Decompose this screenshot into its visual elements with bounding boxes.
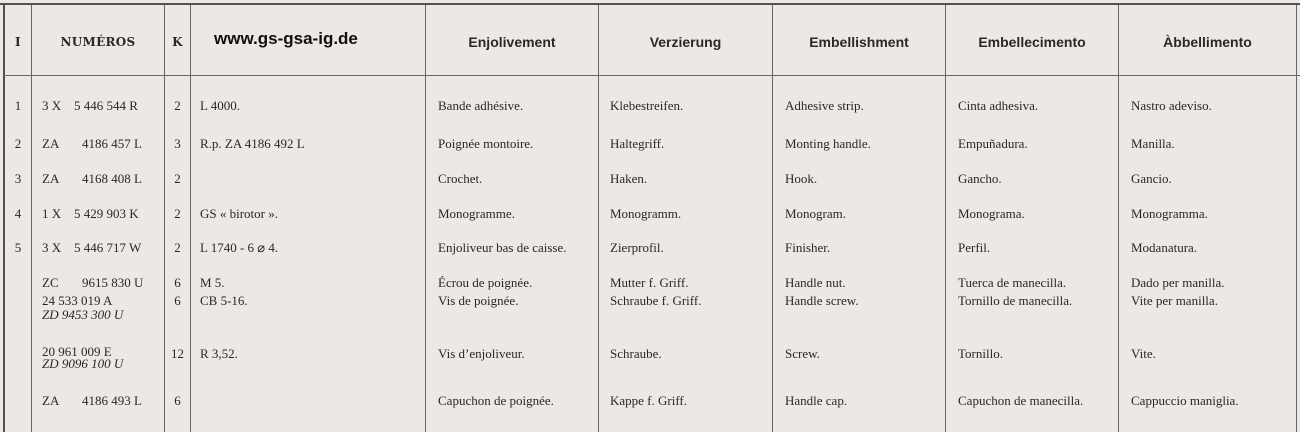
desc-french: Vis de poignée. — [438, 293, 519, 308]
desc-english: Monting handle. — [785, 136, 871, 151]
quantity: 6 — [174, 275, 181, 290]
reference: R.p. ZA 4186 492 L — [200, 136, 305, 151]
desc-italian: Cappuccio maniglia. — [1131, 393, 1239, 408]
watermark-url: www.gs-gsa-ig.de — [214, 29, 358, 48]
desc-italian: Dado per manilla. — [1131, 275, 1225, 290]
quantity: 6 — [174, 393, 181, 408]
desc-german: Haltegriff. — [610, 136, 665, 151]
top-border — [0, 3, 1300, 5]
desc-english: Handle cap. — [785, 393, 848, 408]
desc-english: Screw. — [785, 346, 820, 361]
part-prefix: ZA — [42, 171, 60, 186]
row-index: 5 — [14, 240, 22, 255]
desc-english: Hook. — [785, 171, 818, 186]
desc-english: Monogram. — [785, 206, 847, 221]
desc-italian: Vite per manilla. — [1131, 293, 1218, 308]
part-number: 5 446 717 W — [74, 240, 142, 255]
header-english: Embellishment — [809, 34, 909, 50]
part-number: 5 446 544 R — [74, 98, 138, 113]
column-divider — [1118, 5, 1119, 432]
desc-spanish: Tornillo. — [958, 346, 1003, 361]
desc-italian: Gancio. — [1131, 171, 1172, 186]
desc-german: Schraube f. Griff. — [610, 293, 702, 308]
desc-italian: Vite. — [1131, 346, 1156, 361]
desc-spanish: Gancho. — [958, 171, 1002, 186]
desc-english: Adhesive strip. — [785, 98, 864, 113]
header-index: I — [15, 35, 21, 49]
quantity: 12 — [171, 346, 184, 361]
part-number-new: ZD 9453 300 U — [42, 307, 124, 322]
part-prefix: 3 X — [42, 98, 62, 113]
part-number: 4186 457 L — [82, 136, 142, 151]
part-prefix: 3 X — [42, 240, 62, 255]
desc-italian: Manilla. — [1131, 136, 1175, 151]
row-index: 4 — [14, 206, 22, 221]
column-divider — [31, 5, 32, 432]
column-divider — [425, 5, 426, 432]
reference: L 1740 - 6 ⌀ 4. — [200, 240, 279, 255]
header-k: K — [172, 35, 183, 49]
quantity: 2 — [174, 98, 181, 113]
reference: CB 5-16. — [200, 293, 248, 308]
desc-german: Klebestreifen. — [610, 98, 684, 113]
desc-spanish: Monograma. — [958, 206, 1025, 221]
part-prefix: ZA — [42, 393, 60, 408]
desc-german: Schraube. — [610, 346, 662, 361]
desc-spanish: Perfil. — [958, 240, 991, 255]
desc-english: Finisher. — [785, 240, 831, 255]
part-number: 4186 493 L — [82, 393, 142, 408]
part-prefix: ZA — [42, 136, 60, 151]
reference: L 4000. — [200, 98, 240, 113]
desc-german: Kappe f. Griff. — [610, 393, 688, 408]
column-divider — [598, 5, 599, 432]
quantity: 2 — [174, 206, 181, 221]
desc-french: Enjoliveur bas de caisse. — [438, 240, 567, 255]
header-french: Enjolivement — [468, 34, 556, 50]
part-prefix: ZC — [42, 275, 59, 290]
desc-english: Handle screw. — [785, 293, 859, 308]
part-number: 9615 830 U — [82, 275, 144, 290]
desc-french: Poignée montoire. — [438, 136, 534, 151]
desc-french: Monogramme. — [438, 206, 515, 221]
desc-french: Écrou de poignée. — [438, 275, 533, 290]
reference: GS « birotor ». — [200, 206, 278, 221]
desc-italian: Nastro adeviso. — [1131, 98, 1212, 113]
reference: R 3,52. — [200, 346, 238, 361]
header-italian: Àbbellimento — [1163, 34, 1252, 50]
part-number: 4168 408 L — [82, 171, 142, 186]
header-spanish: Embellecimento — [978, 34, 1086, 50]
desc-italian: Monogramma. — [1131, 206, 1208, 221]
desc-english: Handle nut. — [785, 275, 846, 290]
desc-french: Crochet. — [438, 171, 483, 186]
desc-german: Zierprofil. — [610, 240, 664, 255]
desc-spanish: Capuchon de manecilla. — [958, 393, 1084, 408]
column-divider — [945, 5, 946, 432]
column-divider — [1296, 5, 1297, 432]
desc-spanish: Cinta adhesiva. — [958, 98, 1039, 113]
quantity: 6 — [174, 293, 181, 308]
part-number-old: 20 961 009 E — [42, 344, 112, 359]
part-number-old: 24 533 019 A — [42, 293, 113, 308]
desc-italian: Modanatura. — [1131, 240, 1198, 255]
header-german: Verzierung — [649, 34, 722, 50]
column-divider — [772, 5, 773, 432]
part-number-new: ZD 9096 100 U — [42, 356, 124, 371]
part-number: 5 429 903 K — [74, 206, 139, 221]
reference: M 5. — [200, 275, 225, 290]
header-numeros: NUMÉROS — [60, 35, 136, 49]
desc-french: Vis d’enjoliveur. — [438, 346, 525, 361]
row-index: 3 — [14, 171, 22, 186]
part-prefix: 1 X — [42, 206, 62, 221]
quantity: 3 — [174, 136, 181, 151]
desc-spanish: Tornillo de manecilla. — [958, 293, 1073, 308]
desc-german: Haken. — [610, 171, 648, 186]
row-index: 2 — [14, 136, 22, 151]
desc-german: Monogramm. — [610, 206, 682, 221]
desc-french: Capuchon de poignée. — [438, 393, 554, 408]
quantity: 2 — [174, 171, 181, 186]
desc-spanish: Tuerca de manecilla. — [958, 275, 1067, 290]
desc-spanish: Empuñadura. — [958, 136, 1028, 151]
header-divider — [3, 75, 1300, 76]
desc-german: Mutter f. Griff. — [610, 275, 689, 290]
desc-french: Bande adhésive. — [438, 98, 524, 113]
quantity: 2 — [174, 240, 181, 255]
row-index: 1 — [14, 98, 22, 113]
column-divider — [190, 5, 191, 432]
